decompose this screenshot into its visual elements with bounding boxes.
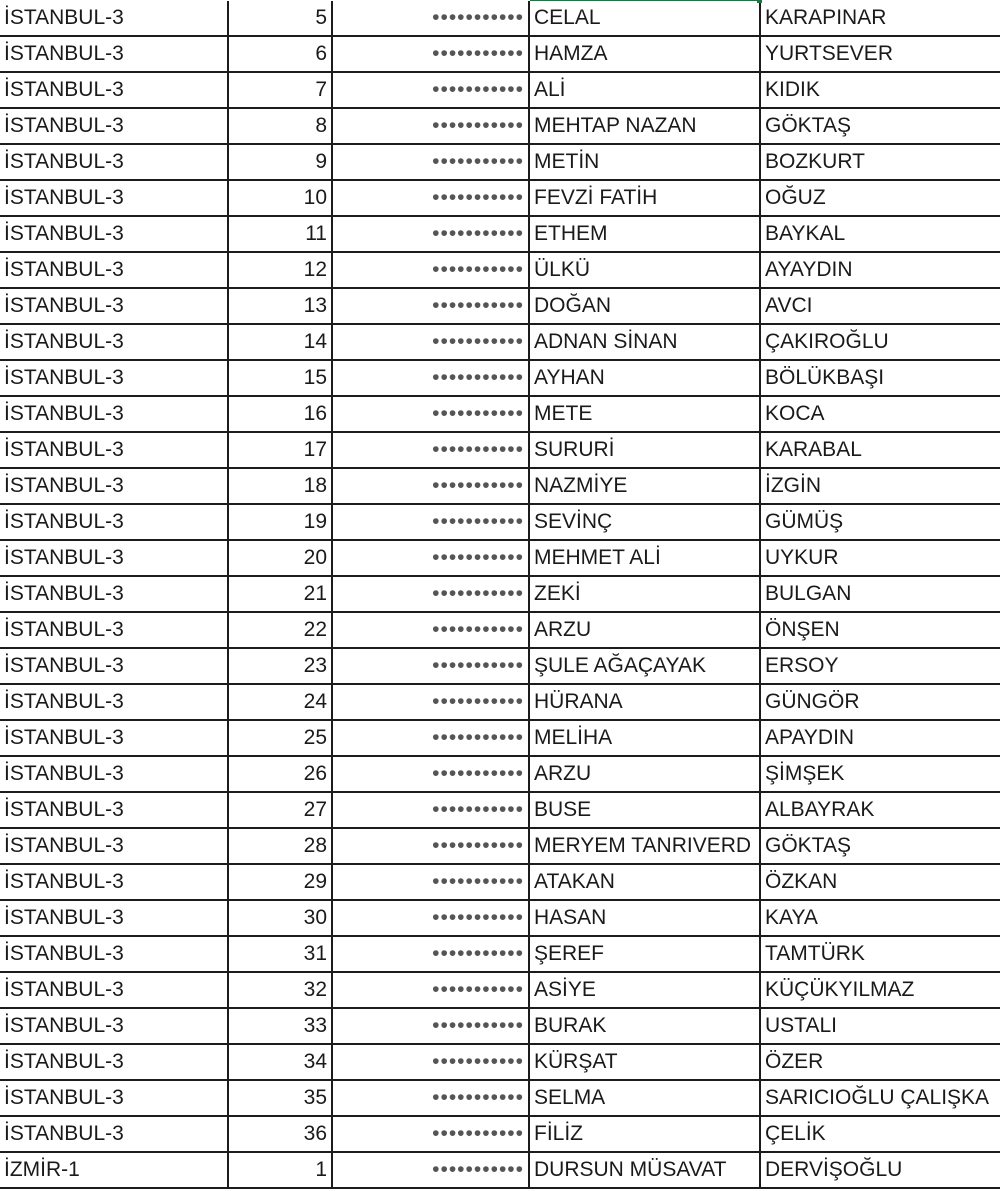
cell-order-no[interactable]: 25 bbox=[228, 720, 332, 756]
cell-last-name[interactable]: KAYA bbox=[760, 900, 1000, 936]
cell-district[interactable]: İSTANBUL-3 bbox=[0, 72, 228, 108]
cell-order-no[interactable]: 13 bbox=[228, 288, 332, 324]
cell-order-no[interactable]: 18 bbox=[228, 468, 332, 504]
cell-district[interactable]: İSTANBUL-3 bbox=[0, 1080, 228, 1116]
table-row bbox=[0, 684, 1000, 720]
cell-id-number[interactable]: ••••••••••• bbox=[332, 72, 529, 108]
cell-id-number[interactable]: ••••••••••• bbox=[332, 504, 529, 540]
cell-first-name[interactable]: HAMZA bbox=[529, 36, 760, 72]
cell-first-name[interactable]: ÜLKÜ bbox=[529, 252, 760, 288]
cell-last-name[interactable]: GÜMÜŞ bbox=[760, 504, 1000, 540]
cell-first-name[interactable]: SEVİNÇ bbox=[529, 504, 760, 540]
cell-id-number[interactable]: ••••••••••• bbox=[332, 864, 529, 900]
cell-first-name[interactable]: ASİYE bbox=[529, 972, 760, 1008]
cell-last-name[interactable]: ÖZKAN bbox=[760, 864, 1000, 900]
cell-last-name[interactable]: ÇELİK bbox=[760, 1116, 1000, 1152]
cell-first-name[interactable]: METİN bbox=[529, 144, 760, 180]
cell-last-name[interactable]: AYAYDIN bbox=[760, 252, 1000, 288]
data-grid bbox=[0, 1, 1000, 1189]
table-row bbox=[0, 432, 1000, 468]
cell-first-name[interactable]: SELMA bbox=[529, 1080, 760, 1116]
cell-last-name[interactable]: GÖKTAŞ bbox=[760, 108, 1000, 144]
cell-last-name[interactable]: UYKUR bbox=[760, 540, 1000, 576]
cell-district[interactable]: İSTANBUL-3 bbox=[0, 648, 228, 684]
cell-district[interactable]: İSTANBUL-3 bbox=[0, 1116, 228, 1152]
cell-district[interactable]: İSTANBUL-3 bbox=[0, 576, 228, 612]
table-row bbox=[0, 972, 1000, 1008]
cell-district[interactable]: İSTANBUL-3 bbox=[0, 756, 228, 792]
cell-district[interactable]: İSTANBUL-3 bbox=[0, 612, 228, 648]
table-row bbox=[0, 864, 1000, 900]
cell-district[interactable]: İSTANBUL-3 bbox=[0, 504, 228, 540]
cell-first-name[interactable]: ARZU bbox=[529, 612, 760, 648]
cell-district[interactable]: İSTANBUL-3 bbox=[0, 216, 228, 252]
cell-order-no[interactable]: 27 bbox=[228, 792, 332, 828]
cell-id-number[interactable]: ••••••••••• bbox=[332, 972, 529, 1008]
cell-first-name[interactable]: NAZMİYE bbox=[529, 468, 760, 504]
cell-district[interactable]: İSTANBUL-3 bbox=[0, 180, 228, 216]
cell-id-number[interactable]: ••••••••••• bbox=[332, 756, 529, 792]
table-row bbox=[0, 756, 1000, 792]
cell-first-name[interactable]: BURAK bbox=[529, 1008, 760, 1044]
cell-id-number[interactable]: ••••••••••• bbox=[332, 936, 529, 972]
table-row bbox=[0, 468, 1000, 504]
cell-first-name[interactable]: SURURİ bbox=[529, 432, 760, 468]
cell-order-no[interactable]: 19 bbox=[228, 504, 332, 540]
cell-order-no[interactable]: 1 bbox=[228, 1152, 332, 1188]
cell-first-name[interactable]: AYHAN bbox=[529, 360, 760, 396]
table-row bbox=[0, 1080, 1000, 1116]
cell-last-name[interactable]: YURTSEVER bbox=[760, 36, 1000, 72]
cell-id-number[interactable]: ••••••••••• bbox=[332, 576, 529, 612]
cell-district[interactable]: İZMİR-1 bbox=[0, 1152, 228, 1188]
cell-first-name[interactable]: ARZU bbox=[529, 756, 760, 792]
cell-district[interactable]: İSTANBUL-3 bbox=[0, 288, 228, 324]
cell-id-number[interactable]: ••••••••••• bbox=[332, 612, 529, 648]
cell-last-name[interactable]: ALBAYRAK bbox=[760, 792, 1000, 828]
table-row bbox=[0, 504, 1000, 540]
table-row bbox=[0, 1152, 1000, 1188]
cell-first-name[interactable]: DURSUN MÜSAVAT bbox=[529, 1152, 760, 1188]
cell-id-number[interactable]: ••••••••••• bbox=[332, 432, 529, 468]
cell-order-no[interactable]: 33 bbox=[228, 1008, 332, 1044]
cell-order-no[interactable]: 7 bbox=[228, 72, 332, 108]
cell-order-no[interactable]: 20 bbox=[228, 540, 332, 576]
cell-id-number[interactable]: ••••••••••• bbox=[332, 360, 529, 396]
cell-order-no[interactable]: 16 bbox=[228, 396, 332, 432]
table-row bbox=[0, 396, 1000, 432]
cell-first-name[interactable]: CELAL bbox=[529, 1, 760, 36]
cell-id-number[interactable]: ••••••••••• bbox=[332, 216, 529, 252]
cell-order-no[interactable]: 8 bbox=[228, 108, 332, 144]
cell-id-number[interactable]: ••••••••••• bbox=[332, 900, 529, 936]
table-row bbox=[0, 828, 1000, 864]
cell-id-number[interactable]: ••••••••••• bbox=[332, 36, 529, 72]
cell-id-number[interactable]: ••••••••••• bbox=[332, 1, 529, 36]
cell-order-no[interactable]: 17 bbox=[228, 432, 332, 468]
table-row bbox=[0, 36, 1000, 72]
table-row bbox=[0, 144, 1000, 180]
table-row bbox=[0, 936, 1000, 972]
cell-order-no[interactable]: 5 bbox=[228, 1, 332, 36]
cell-id-number[interactable]: ••••••••••• bbox=[332, 720, 529, 756]
cell-district[interactable]: İSTANBUL-3 bbox=[0, 828, 228, 864]
cell-last-name[interactable]: ERSOY bbox=[760, 648, 1000, 684]
cell-district[interactable]: İSTANBUL-3 bbox=[0, 468, 228, 504]
active-cell-border bbox=[530, 0, 760, 1]
cell-last-name[interactable]: APAYDIN bbox=[760, 720, 1000, 756]
cell-first-name[interactable]: ŞULE AĞAÇAYAK bbox=[529, 648, 760, 684]
table-row bbox=[0, 720, 1000, 756]
cell-district[interactable]: İSTANBUL-3 bbox=[0, 972, 228, 1008]
cell-last-name[interactable]: KÜÇÜKYILMAZ bbox=[760, 972, 1000, 1008]
cell-id-number[interactable]: ••••••••••• bbox=[332, 828, 529, 864]
cell-first-name[interactable]: HÜRANA bbox=[529, 684, 760, 720]
cell-id-number[interactable]: ••••••••••• bbox=[332, 144, 529, 180]
cell-order-no[interactable]: 9 bbox=[228, 144, 332, 180]
cell-order-no[interactable]: 36 bbox=[228, 1116, 332, 1152]
cell-first-name[interactable]: MEHMET ALİ bbox=[529, 540, 760, 576]
cell-first-name[interactable]: MERYEM TANRIVERD bbox=[529, 828, 760, 864]
table-row bbox=[0, 900, 1000, 936]
cell-last-name[interactable]: BAYKAL bbox=[760, 216, 1000, 252]
table-row bbox=[0, 1, 1000, 36]
cell-id-number[interactable]: ••••••••••• bbox=[332, 1080, 529, 1116]
table-row bbox=[0, 648, 1000, 684]
cell-order-no[interactable]: 31 bbox=[228, 936, 332, 972]
cell-first-name[interactable]: KÜRŞAT bbox=[529, 1044, 760, 1080]
table-row bbox=[0, 72, 1000, 108]
cell-last-name[interactable]: ÖZER bbox=[760, 1044, 1000, 1080]
cell-last-name[interactable]: TAMTÜRK bbox=[760, 936, 1000, 972]
cell-district[interactable]: İSTANBUL-3 bbox=[0, 900, 228, 936]
cell-district[interactable]: İSTANBUL-3 bbox=[0, 1044, 228, 1080]
cell-first-name[interactable]: MEHTAP NAZAN bbox=[529, 108, 760, 144]
cell-id-number[interactable]: ••••••••••• bbox=[332, 180, 529, 216]
cell-order-no[interactable]: 32 bbox=[228, 972, 332, 1008]
cell-last-name[interactable]: BOZKURT bbox=[760, 144, 1000, 180]
cell-last-name[interactable]: BÖLÜKBAŞI bbox=[760, 360, 1000, 396]
cell-order-no[interactable]: 28 bbox=[228, 828, 332, 864]
cell-order-no[interactable]: 11 bbox=[228, 216, 332, 252]
cell-last-name[interactable]: ÇAKIROĞLU bbox=[760, 324, 1000, 360]
cell-last-name[interactable]: İZGİN bbox=[760, 468, 1000, 504]
cell-id-number[interactable]: ••••••••••• bbox=[332, 252, 529, 288]
cell-district[interactable]: İSTANBUL-3 bbox=[0, 396, 228, 432]
cell-first-name[interactable]: ADNAN SİNAN bbox=[529, 324, 760, 360]
cell-first-name[interactable]: METE bbox=[529, 396, 760, 432]
cell-last-name[interactable]: OĞUZ bbox=[760, 180, 1000, 216]
cell-district[interactable]: İSTANBUL-3 bbox=[0, 684, 228, 720]
cell-last-name[interactable]: USTALI bbox=[760, 1008, 1000, 1044]
cell-id-number[interactable]: ••••••••••• bbox=[332, 468, 529, 504]
cell-first-name[interactable]: BUSE bbox=[529, 792, 760, 828]
cell-last-name[interactable]: KIDIK bbox=[760, 72, 1000, 108]
cell-district[interactable]: İSTANBUL-3 bbox=[0, 1008, 228, 1044]
cell-last-name[interactable]: DERVİŞOĞLU bbox=[760, 1152, 1000, 1188]
cell-order-no[interactable]: 24 bbox=[228, 684, 332, 720]
fill-handle[interactable] bbox=[757, 0, 762, 3]
cell-id-number[interactable]: ••••••••••• bbox=[332, 288, 529, 324]
cell-id-number[interactable]: ••••••••••• bbox=[332, 648, 529, 684]
cell-order-no[interactable]: 10 bbox=[228, 180, 332, 216]
cell-first-name[interactable]: MELİHA bbox=[529, 720, 760, 756]
cell-last-name[interactable]: SARICIOĞLU ÇALIŞKA bbox=[760, 1080, 1000, 1116]
cell-id-number[interactable]: ••••••••••• bbox=[332, 396, 529, 432]
cell-first-name[interactable]: HASAN bbox=[529, 900, 760, 936]
cell-order-no[interactable]: 14 bbox=[228, 324, 332, 360]
cell-first-name[interactable]: ATAKAN bbox=[529, 864, 760, 900]
cell-district[interactable]: İSTANBUL-3 bbox=[0, 720, 228, 756]
table-row bbox=[0, 1008, 1000, 1044]
table-row bbox=[0, 540, 1000, 576]
cell-id-number[interactable]: ••••••••••• bbox=[332, 1044, 529, 1080]
table-row bbox=[0, 576, 1000, 612]
cell-district[interactable]: İSTANBUL-3 bbox=[0, 1, 228, 36]
cell-district[interactable]: İSTANBUL-3 bbox=[0, 108, 228, 144]
cell-district[interactable]: İSTANBUL-3 bbox=[0, 936, 228, 972]
cell-order-no[interactable]: 22 bbox=[228, 612, 332, 648]
table-row bbox=[0, 360, 1000, 396]
cell-id-number[interactable]: ••••••••••• bbox=[332, 684, 529, 720]
table-row bbox=[0, 792, 1000, 828]
cell-order-no[interactable]: 12 bbox=[228, 252, 332, 288]
cell-district[interactable]: İSTANBUL-3 bbox=[0, 792, 228, 828]
cell-order-no[interactable]: 30 bbox=[228, 900, 332, 936]
table-row bbox=[0, 288, 1000, 324]
table-row bbox=[0, 216, 1000, 252]
cell-last-name[interactable]: KARAPINAR bbox=[760, 1, 1000, 36]
cell-district[interactable]: İSTANBUL-3 bbox=[0, 540, 228, 576]
cell-last-name[interactable]: GÜNGÖR bbox=[760, 684, 1000, 720]
cell-last-name[interactable]: ŞİMŞEK bbox=[760, 756, 1000, 792]
cell-id-number[interactable]: ••••••••••• bbox=[332, 1116, 529, 1152]
cell-first-name[interactable]: ŞEREF bbox=[529, 936, 760, 972]
cell-id-number[interactable]: ••••••••••• bbox=[332, 108, 529, 144]
cell-order-no[interactable]: 35 bbox=[228, 1080, 332, 1116]
grid-body bbox=[0, 1, 1000, 1188]
cell-first-name[interactable]: FİLİZ bbox=[529, 1116, 760, 1152]
cell-last-name[interactable]: AVCI bbox=[760, 288, 1000, 324]
table-row bbox=[0, 324, 1000, 360]
cell-order-no[interactable]: 6 bbox=[228, 36, 332, 72]
cell-district[interactable]: İSTANBUL-3 bbox=[0, 360, 228, 396]
cell-district[interactable]: İSTANBUL-3 bbox=[0, 36, 228, 72]
cell-district[interactable]: İSTANBUL-3 bbox=[0, 864, 228, 900]
cell-first-name[interactable]: ETHEM bbox=[529, 216, 760, 252]
table-row bbox=[0, 1044, 1000, 1080]
cell-district[interactable]: İSTANBUL-3 bbox=[0, 432, 228, 468]
table-row bbox=[0, 612, 1000, 648]
active-cell-indicator bbox=[0, 0, 1000, 1]
cell-district[interactable]: İSTANBUL-3 bbox=[0, 252, 228, 288]
table-row bbox=[0, 252, 1000, 288]
cell-district[interactable]: İSTANBUL-3 bbox=[0, 144, 228, 180]
cell-order-no[interactable]: 34 bbox=[228, 1044, 332, 1080]
cell-first-name[interactable]: ALİ bbox=[529, 72, 760, 108]
table-row bbox=[0, 1116, 1000, 1152]
cell-last-name[interactable]: ÖNŞEN bbox=[760, 612, 1000, 648]
cell-id-number[interactable]: ••••••••••• bbox=[332, 792, 529, 828]
cell-last-name[interactable]: KOCA bbox=[760, 396, 1000, 432]
cell-order-no[interactable]: 23 bbox=[228, 648, 332, 684]
cell-first-name[interactable]: FEVZİ FATİH bbox=[529, 180, 760, 216]
cell-id-number[interactable]: ••••••••••• bbox=[332, 1152, 529, 1188]
cell-id-number[interactable]: ••••••••••• bbox=[332, 1008, 529, 1044]
cell-first-name[interactable]: DOĞAN bbox=[529, 288, 760, 324]
cell-id-number[interactable]: ••••••••••• bbox=[332, 540, 529, 576]
cell-order-no[interactable]: 26 bbox=[228, 756, 332, 792]
table-row bbox=[0, 108, 1000, 144]
cell-last-name[interactable]: BULGAN bbox=[760, 576, 1000, 612]
cell-id-number[interactable]: ••••••••••• bbox=[332, 324, 529, 360]
cell-order-no[interactable]: 29 bbox=[228, 864, 332, 900]
table-row bbox=[0, 180, 1000, 216]
cell-order-no[interactable]: 21 bbox=[228, 576, 332, 612]
cell-district[interactable]: İSTANBUL-3 bbox=[0, 324, 228, 360]
cell-last-name[interactable]: KARABAL bbox=[760, 432, 1000, 468]
cell-first-name[interactable]: ZEKİ bbox=[529, 576, 760, 612]
cell-order-no[interactable]: 15 bbox=[228, 360, 332, 396]
cell-last-name[interactable]: GÖKTAŞ bbox=[760, 828, 1000, 864]
